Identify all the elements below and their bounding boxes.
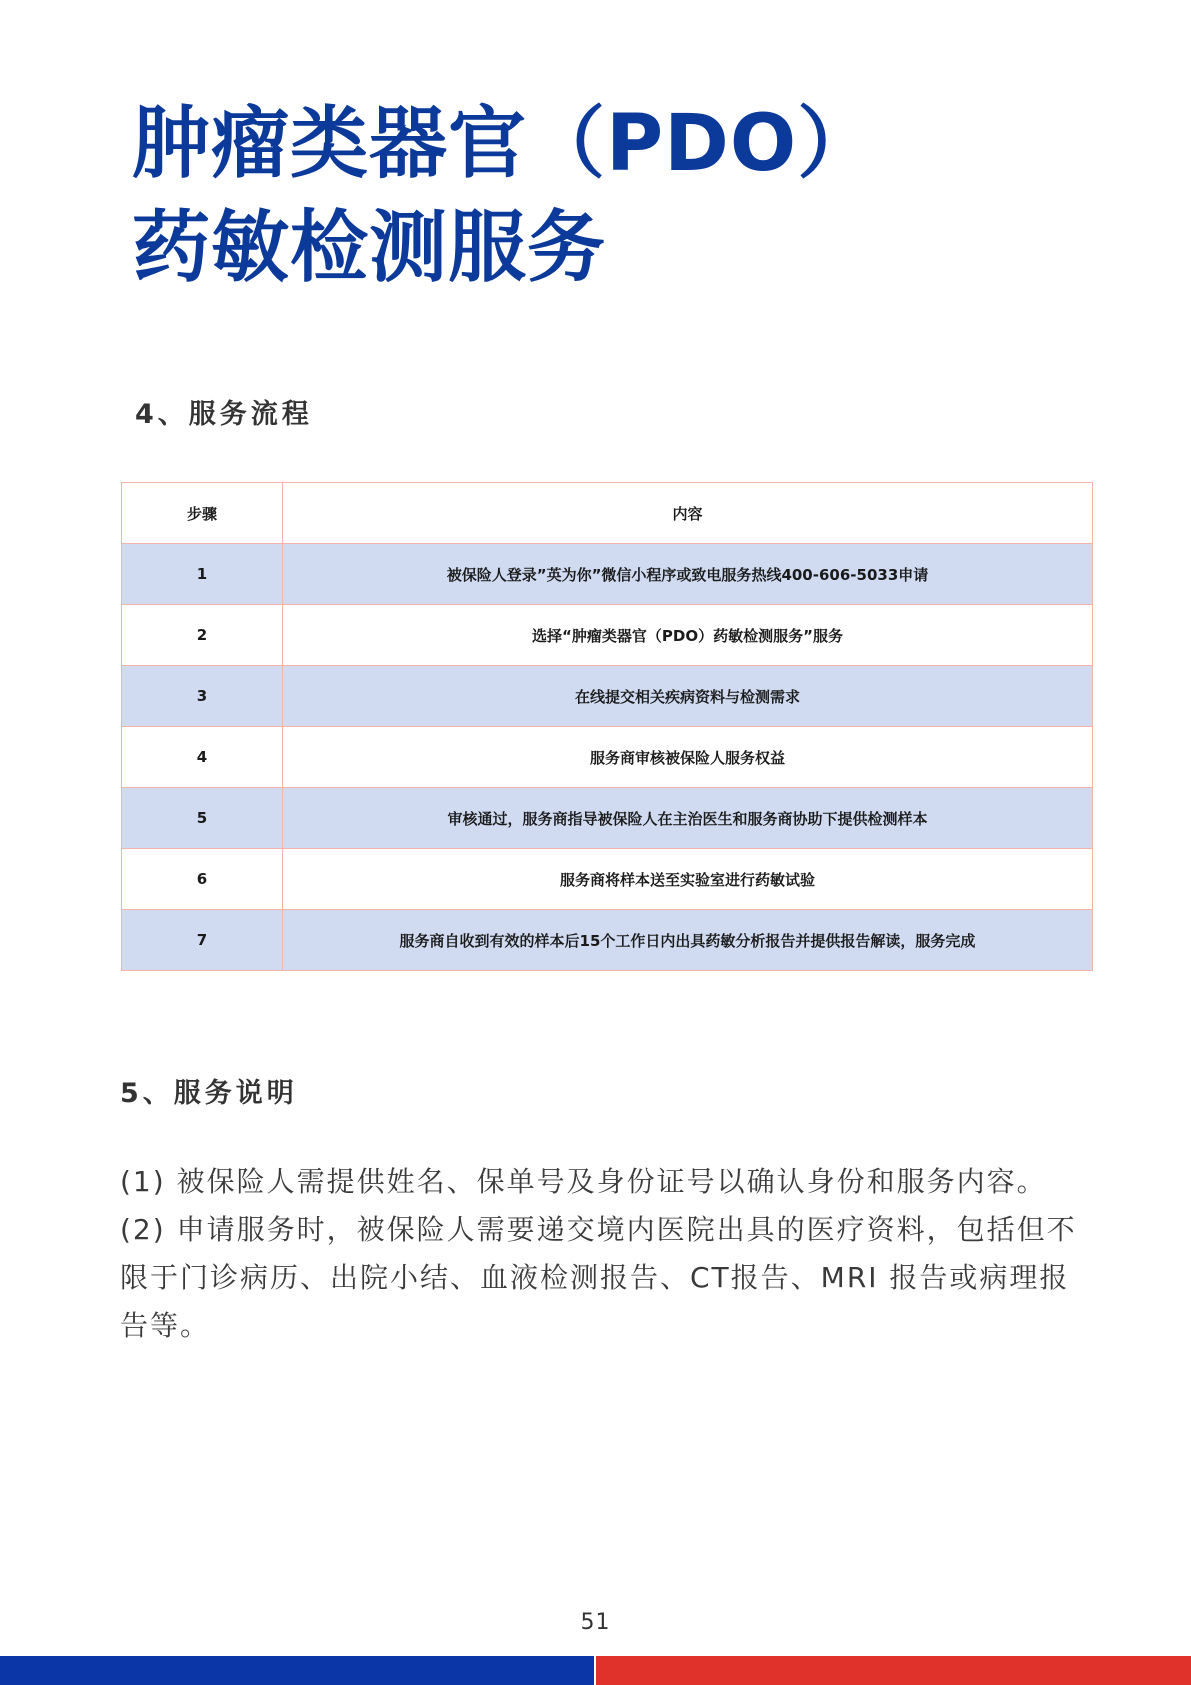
- section-heading-service-process: 4、服务流程: [135, 399, 313, 430]
- table-row: [122, 727, 1093, 788]
- step-number: 6: [122, 849, 283, 910]
- step-content: 审核通过，服务商指导被保险人在主治医生和服务商协助下提供检测样本: [283, 788, 1093, 849]
- table-row: [122, 788, 1093, 849]
- header-content: 内容: [283, 483, 1093, 544]
- note-item-2: (2) 申请服务时，被保险人需要递交境内医院出具的医疗资料，包括但不限于门诊病历、出院小结、血液检测报告、CT报告、MRI 报告或病理报告等。: [120, 1213, 1077, 1342]
- table-row: [122, 544, 1093, 605]
- title-line-2: 药敏检测服务: [132, 203, 607, 293]
- step-content: 选择“肿瘤类器官（PDO）药敏检测服务”服务: [283, 605, 1093, 666]
- footer-bar-blue: [0, 1656, 594, 1685]
- header-step: 步骤: [122, 483, 283, 544]
- table-row: [122, 666, 1093, 727]
- table-row: [122, 605, 1093, 666]
- service-notes: [120, 1158, 1095, 1350]
- step-number: 5: [122, 788, 283, 849]
- footer-bar-red: [596, 1656, 1191, 1685]
- title-line-1: 肿瘤类器官（PDO）: [132, 99, 877, 189]
- step-number: 2: [122, 605, 283, 666]
- page-number: 51: [580, 1610, 611, 1635]
- step-content: 服务商审核被保险人服务权益: [283, 727, 1093, 788]
- step-number: 1: [122, 544, 283, 605]
- page-title: [132, 92, 876, 300]
- step-number: 3: [122, 666, 283, 727]
- section-heading-service-notes: 5、服务说明: [120, 1078, 298, 1109]
- step-content: 服务商自收到有效的样本后15个工作日内出具药敏分析报告并提供报告解读，服务完成: [283, 910, 1093, 971]
- step-number: 4: [122, 727, 283, 788]
- step-number: 7: [122, 910, 283, 971]
- step-content: 服务商将样本送至实验室进行药敏试验: [283, 849, 1093, 910]
- table-header-row: [122, 483, 1093, 544]
- table-row: [122, 910, 1093, 971]
- table-row: [122, 849, 1093, 910]
- note-item-1: (1) 被保险人需提供姓名、保单号及身份证号以确认身份和服务内容。: [120, 1165, 1047, 1198]
- step-content: 在线提交相关疾病资料与检测需求: [283, 666, 1093, 727]
- step-content: 被保险人登录”英为你”微信小程序或致电服务热线400-606-5033申请: [283, 544, 1093, 605]
- service-process-table: [121, 482, 1093, 971]
